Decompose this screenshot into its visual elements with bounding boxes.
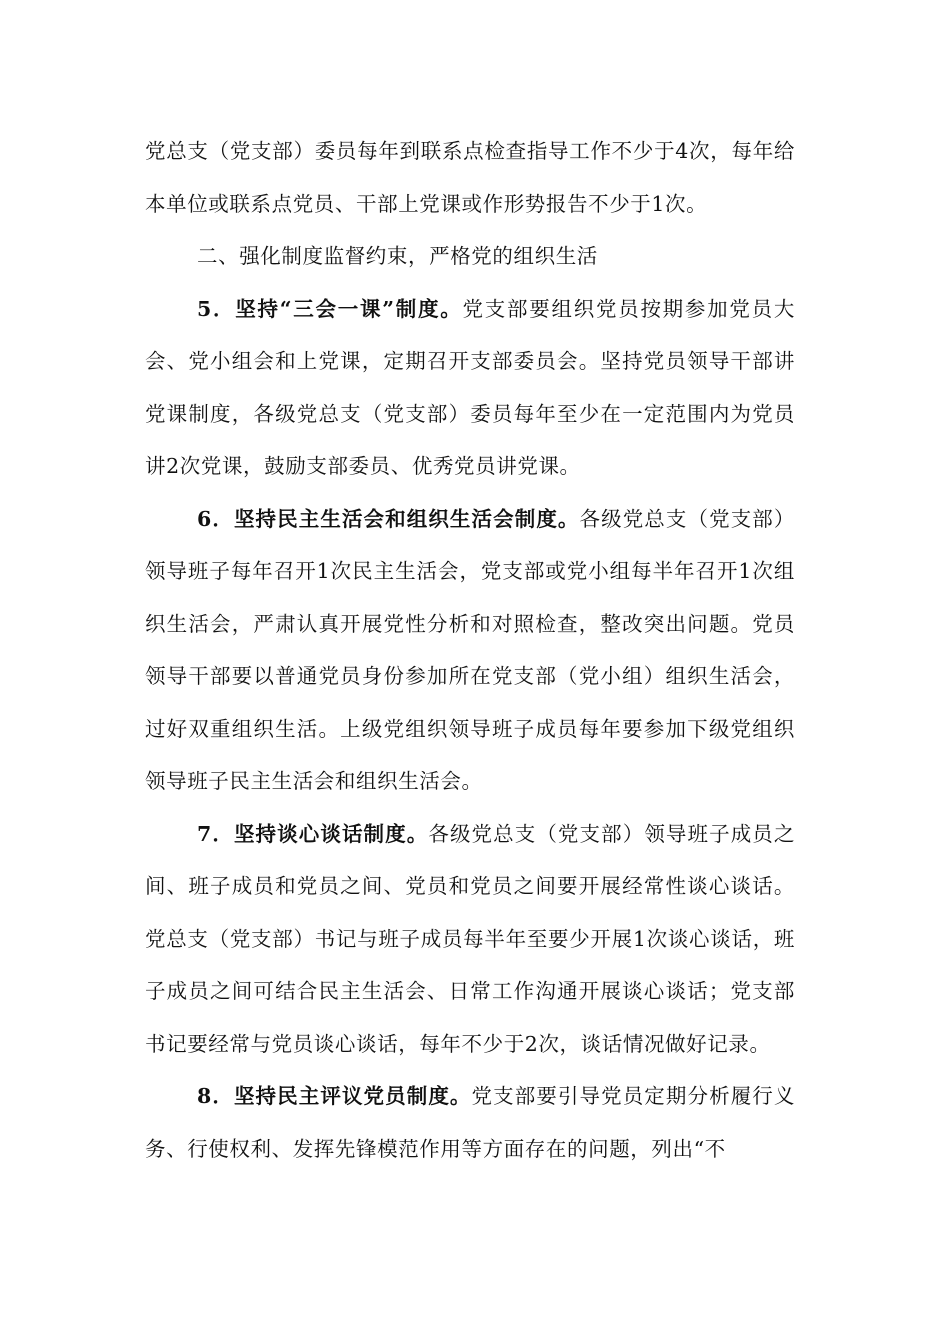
item-8-body: 党支部要引导党员定期分析履行义务、行使权利、发挥先锋模范作用等方面存在的问题，列出“不 [145, 1084, 795, 1161]
item-7-lead: 7．坚持谈心谈话制度。 [197, 821, 429, 846]
paragraph-continuation [145, 125, 795, 230]
item-5-body: 党支部要组织党员按期参加党员大会、党小组会和上党课，定期召开支部委员会。坚持党员领导干部讲党课制度，各级党总支（党支部）委员每年至少在一定范围内为党员讲2次党课，鼓励支部委员、优秀党员讲党课。 [145, 296, 795, 478]
paragraph-item-8 [145, 1070, 795, 1175]
paragraph-item-7 [145, 808, 795, 1071]
section-heading-2 [145, 230, 795, 283]
paragraph-item-5 [145, 283, 795, 493]
item-6-body: 各级党总支（党支部）领导班子每年召开1次民主生活会，党支部或党小组每半年召开1次组织生活会，严肃认真开展党性分析和对照检查，整改突出问题。党员领导干部要以普通党员身份参加所在党支部（党小组）组织生活会，过好双重组织生活。上级党组织领导班子成员每年要参加下级党组织领导班子民主生活会和组织生活会。 [145, 506, 795, 793]
section-heading-text: 二、强化制度监督约束，严格党的组织生活 [197, 244, 598, 268]
document-body [145, 125, 795, 1175]
item-8-lead: 8．坚持民主评议党员制度。 [197, 1084, 472, 1108]
paragraph-text: 党总支（党支部）委员每年到联系点检查指导工作不少于4次，每年给本单位或联系点党员、干部上党课或作形势报告不少于1次。 [145, 139, 795, 216]
paragraph-item-6 [145, 493, 795, 808]
item-6-lead: 6．坚持民主生活会和组织生活会制度。 [197, 506, 580, 531]
item-7-body: 各级党总支（党支部）领导班子成员之间、班子成员和党员之间、党员和党员之间要开展经常性谈心谈话。党总支（党支部）书记与班子成员每半年至要少开展1次谈心谈话，班子成员之间可结合民主生活会、日常工作沟通开展谈心谈话；党支部书记要经常与党员谈心谈话，每年不少于2次，谈话情况做好记录。 [145, 821, 795, 1056]
item-5-lead: 5．坚持“三会一课”制度。 [197, 296, 463, 321]
